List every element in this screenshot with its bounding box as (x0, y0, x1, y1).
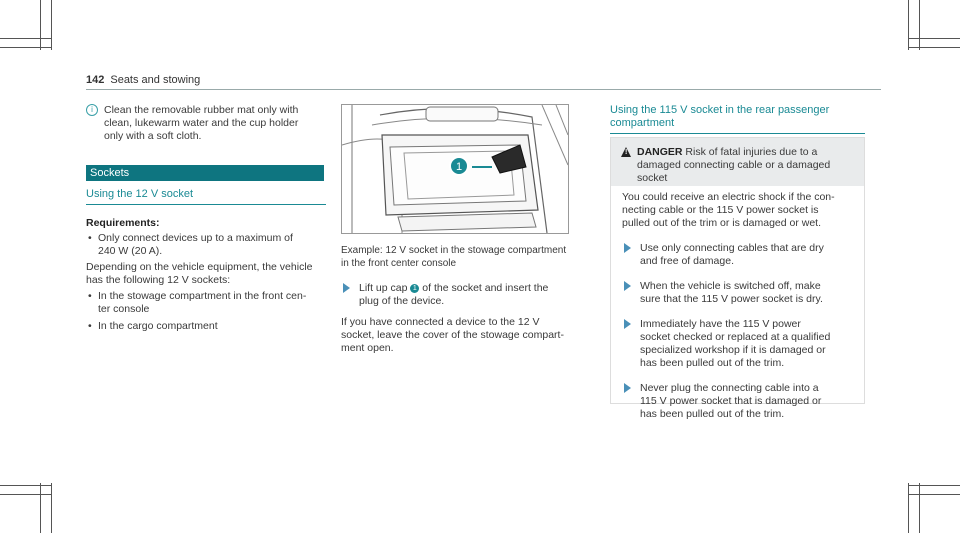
warning-mark: ! (625, 149, 628, 156)
crop-mark (908, 494, 960, 495)
crop-mark (908, 483, 909, 533)
socket-location-item (86, 320, 326, 333)
crop-mark (0, 38, 52, 39)
step-line: Never plug the connecting cable into a (640, 382, 819, 394)
step-line: Immediately have the 115 V power (640, 318, 801, 330)
section-title: Seats and stowing (110, 74, 201, 86)
danger-header (611, 138, 864, 186)
crop-mark (40, 483, 41, 533)
intro-line: pulled out of the trim or is damaged or wet. (622, 217, 822, 229)
step-line: specialized workshop if it is damaged or (640, 344, 826, 356)
tip-line: only with a soft cloth. (104, 130, 202, 142)
console-drawing (342, 105, 568, 233)
crop-mark (40, 0, 41, 50)
crop-mark (919, 483, 920, 533)
paragraph-line: If you have connected a device to the 12 V (341, 316, 540, 328)
step-line: socket checked or replaced at a qualified (640, 331, 831, 343)
paragraph-line: Depending on the vehicle equipment, the vehicle (86, 261, 313, 273)
crop-mark (51, 0, 52, 50)
step-line: When the vehicle is switched off, make (640, 280, 821, 292)
danger-body (622, 191, 862, 421)
tip-line: Clean the removable rubber mat only with (104, 104, 299, 116)
step-line: and free of damage. (640, 255, 734, 267)
step-line: Use only connecting cables that are dry (640, 242, 824, 254)
caption-line: Example: 12 V socket in the stowage compartment (341, 245, 567, 256)
step-line: sure that the 115 V power socket is dry. (640, 293, 823, 305)
requirement-line: • Only connect devices up to a maximum of (98, 232, 293, 244)
console-illustration (341, 104, 569, 234)
intro-line: necting cable or the 115 V power socket is (622, 204, 819, 216)
tip-note (86, 104, 326, 143)
paragraph-line: ment open. (341, 342, 394, 354)
crop-mark (908, 38, 960, 39)
safety-step (622, 280, 862, 306)
step-line: 115 V power socket that is damaged or (640, 395, 822, 407)
danger-line: socket (637, 172, 668, 184)
tip-line: clean, lukewarm water and the cup holder (104, 117, 299, 129)
socket-location-item (86, 290, 326, 316)
step-arrow-icon (624, 243, 631, 253)
crop-mark (0, 485, 52, 486)
crop-mark (908, 485, 960, 486)
paragraph-line: socket, leave the cover of the stowage compart- (341, 329, 564, 341)
instruction-step (341, 282, 581, 308)
caption-line: in the front center console (341, 258, 457, 269)
subheading-rule (610, 133, 865, 134)
crop-mark (51, 483, 52, 533)
location-line: ter console (98, 303, 150, 315)
paragraph-line: has the following 12 V sockets: (86, 274, 231, 286)
step-text: Lift up cap (359, 282, 411, 294)
step-line: plug of the device. (359, 295, 445, 307)
left-column (86, 104, 326, 143)
subheading-line: compartment (610, 117, 675, 129)
middle-column (341, 244, 581, 355)
info-icon: i (86, 104, 98, 116)
header-rule (86, 89, 881, 90)
crop-mark (908, 0, 909, 50)
danger-line: damaged connecting cable or a damaged (637, 159, 831, 171)
step-line: has been pulled out of the trim. (640, 408, 785, 420)
crop-mark (0, 47, 52, 48)
crop-mark (919, 0, 920, 50)
crop-mark (0, 494, 52, 495)
step-arrow-icon (624, 319, 631, 329)
step-text: of the socket and insert the (419, 282, 549, 294)
callout-number: 1 (455, 161, 463, 173)
step-arrow-icon (624, 383, 631, 393)
step-arrow-icon (343, 283, 350, 293)
page-header (86, 74, 200, 86)
step-line (359, 282, 581, 295)
page-number: 142 (86, 74, 105, 86)
danger-text-part: Risk of fatal injuries due to a (682, 146, 818, 158)
crop-mark (908, 47, 960, 48)
step-arrow-icon (624, 281, 631, 291)
callout-badge: 1 (410, 284, 419, 293)
intro-line: You could receive an electric shock if the con- (622, 191, 835, 203)
requirement-line: 240 W (20 A). (98, 245, 163, 257)
safety-step (622, 382, 862, 421)
requirements-title: Requirements: (86, 217, 160, 229)
location-line: • In the cargo compartment (98, 320, 218, 332)
section-banner: Sockets (86, 165, 324, 181)
subheading-line: Using the 115 V socket in the rear passenger (610, 104, 830, 116)
subheading: Using the 12 V socket (86, 188, 194, 200)
location-line: • In the stowage compartment in the front cen- (98, 290, 307, 302)
danger-text (637, 146, 862, 185)
danger-notice (610, 137, 865, 420)
safety-step (622, 242, 862, 268)
safety-step (622, 318, 862, 370)
requirement-item (86, 232, 326, 258)
danger-label: DANGER (637, 146, 683, 158)
left-column-body (86, 188, 326, 333)
danger-line (637, 146, 862, 159)
right-heading (610, 104, 865, 134)
step-line: has been pulled out of the trim. (640, 357, 785, 369)
warning-triangle-icon (621, 147, 631, 157)
